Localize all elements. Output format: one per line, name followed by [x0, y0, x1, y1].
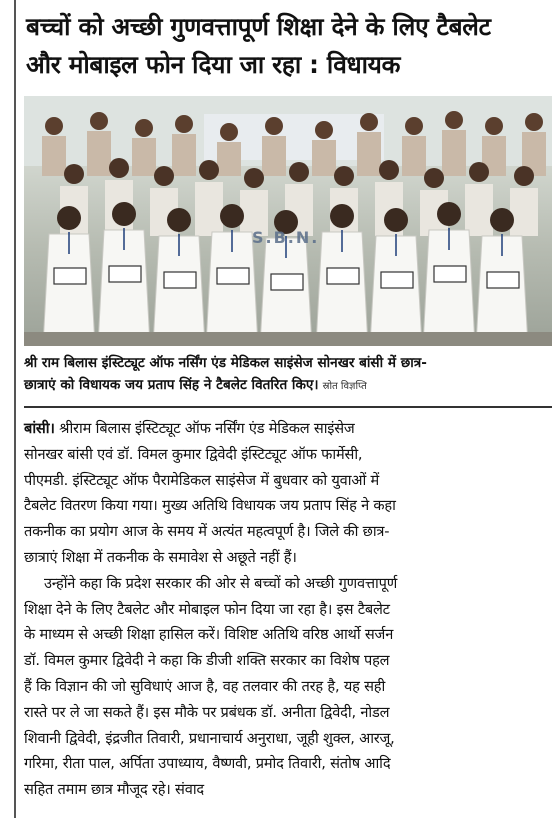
body-line: छात्राएं शिक्षा में तकनीक के समावेश से अछूते नहीं हैं।	[24, 548, 297, 566]
headline-line-1: बच्चों को अच्छी गुणवत्तापूर्ण शिक्षा देने के लिए टैबलेट	[26, 12, 491, 41]
body-line: उन्होंने कहा कि प्रदेश सरकार की ओर से बच्चों को अच्छी गुणवत्तापूर्ण	[44, 574, 398, 592]
body-line: के माध्यम से अच्छी शिक्षा हासिल करें। विशिष्ट अतिथि वरिष्ठ आर्थो सर्जन	[24, 626, 394, 644]
headline	[26, 8, 556, 84]
body-line	[24, 416, 556, 442]
body-line: रास्ते पर ले जा सकते हैं। इस मौके पर प्रबंधक डॉ. अनीता द्विवेदी, नोडल	[24, 703, 390, 721]
caption-divider	[24, 406, 552, 408]
body-line: सोनखर बांसी एवं डॉ. विमल कुमार द्विवेदी इंस्टिट्यूट ऑफ फार्मेसी,	[24, 445, 363, 463]
body-line: गरिमा, रीता पाल, अर्पिता उपाध्याय, वैष्णवी, प्रमोद तिवारी, संतोष आदि	[24, 755, 391, 773]
photo-banner-text: S.B.N.	[252, 228, 320, 247]
body-line: हैं कि विज्ञान की जो सुविधाएं आज है, वह तलवार की तरह है, यह सही	[24, 677, 386, 695]
body-line: शिवानी द्विवेदी, इंद्रजीत तिवारी, प्रधानाचार्य अनुराधा, जूही शुक्ल, आरजू,	[24, 729, 395, 747]
caption-line-2: छात्राएं को विधायक जय प्रताप सिंह ने टैबलेट वितरित किए।	[24, 377, 319, 393]
body-line: टैबलेट वितरण किया गया। मुख्य अतिथि विधायक जय प्रताप सिंह ने कहा	[24, 497, 396, 515]
body-line: शिक्षा देने के लिए टैबलेट और मोबाइल फोन दिया जा रहा है। इस टैबलेट	[24, 600, 390, 618]
group-photo-illustration	[24, 96, 552, 346]
article-body	[24, 416, 556, 803]
caption-source: स्रोत विज्ञप्ति	[322, 381, 367, 392]
dateline: बांसी।	[24, 420, 55, 437]
body-line: सहित तमाम छात्र मौजूद रहे। संवाद	[24, 781, 204, 799]
body-line-text: श्रीराम बिलास इंस्टिट्यूट ऑफ नर्सिंग एंड मेडिकल साइंसेज	[54, 420, 355, 437]
caption-line-1: श्री राम बिलास इंस्टिट्यूट ऑफ नर्सिंग एंड मेडिकल साइंसेज सोनखर बांसी में छात्र-	[24, 355, 427, 371]
column-rule	[14, 0, 16, 818]
headline-line-2: और मोबाइल फोन दिया जा रहा : विधायक	[26, 50, 401, 79]
photo-caption	[24, 352, 556, 398]
body-line: तकनीक का प्रयोग आज के समय में अत्यंत महत्वपूर्ण है। जिले की छात्र-	[24, 523, 390, 541]
body-line: डॉ. विमल कुमार द्विवेदी ने कहा कि डीजी शक्ति सरकार का विशेष पहल	[24, 652, 390, 670]
news-article	[24, 0, 556, 818]
news-photo	[24, 96, 552, 346]
body-line: पीएमडी. इंस्टिट्यूट ऑफ पैरामेडिकल साइंसेज में बुधवार को युवाओं में	[24, 471, 380, 489]
